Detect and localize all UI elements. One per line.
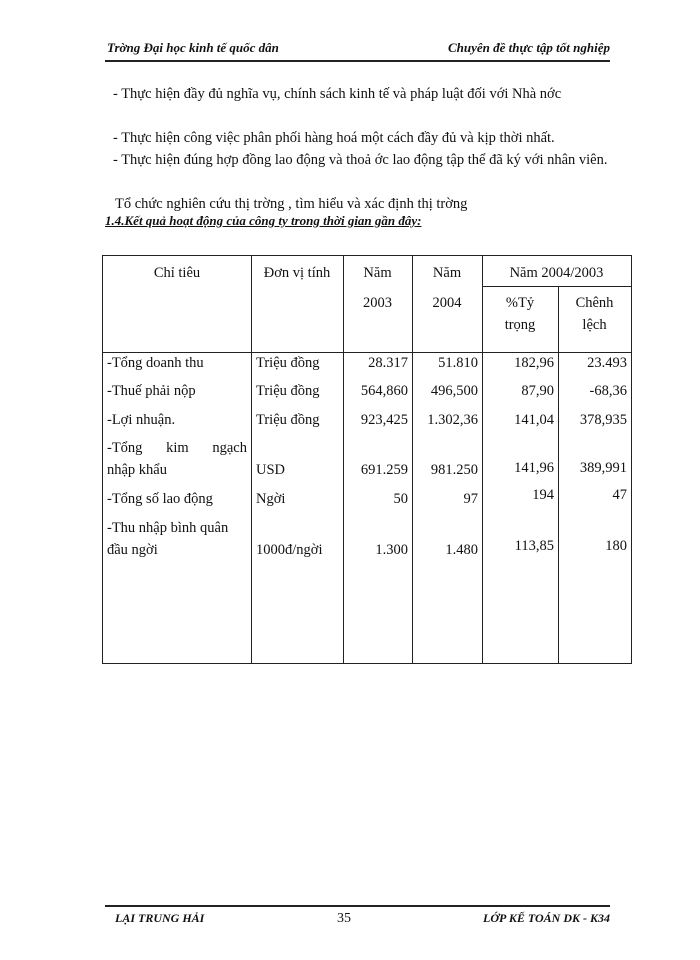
header-school: Trờng Đại học kinh tế quốc dân bbox=[107, 40, 279, 55]
header-2003-year: 2003 bbox=[363, 295, 392, 311]
table-row-indicator: -Tổng doanh thu bbox=[107, 355, 204, 371]
table-row-diff: -68,36 bbox=[589, 383, 627, 399]
table-row-indicator: -Tổng số lao động bbox=[107, 491, 213, 507]
table-row-ratio: 141,04 bbox=[514, 412, 554, 428]
table-row-ratio: 141,96 bbox=[514, 460, 554, 476]
header-indicator: Chỉ tiêu bbox=[153, 265, 201, 281]
table-row-unit: Triệu đồng bbox=[256, 383, 320, 399]
paragraph-obligations: - Thực hiện đầy đủ nghĩa vụ, chính sách kinh tế và pháp luật đối với Nhà nớc bbox=[113, 86, 562, 102]
paragraph-market-research: Tổ chức nghiên cứu thị trờng , tìm hiểu và xác định thị trờng bbox=[115, 196, 468, 212]
table-row-ratio: 87,90 bbox=[521, 383, 554, 399]
table-row-2004: 496,500 bbox=[430, 383, 478, 399]
table-row-indicator-cont: đầu ngời bbox=[107, 542, 158, 558]
table-row-2004: 1.480 bbox=[445, 542, 478, 558]
table-row-2003: 28.317 bbox=[368, 355, 408, 371]
header-compare: Năm 2004/2003 bbox=[509, 265, 604, 281]
table-row-2004: 981.250 bbox=[430, 462, 478, 478]
table-row-2004: 97 bbox=[463, 491, 478, 507]
table-row-unit: 1000đ/ngời bbox=[256, 542, 323, 558]
table-row-2003: 50 bbox=[393, 491, 408, 507]
header-2004-label: Năm bbox=[432, 265, 462, 281]
table-row-diff: 23.493 bbox=[587, 355, 627, 371]
table-row-2004: 51.810 bbox=[438, 355, 478, 371]
header-ratio-2: trọng bbox=[504, 317, 536, 333]
results-table bbox=[102, 255, 632, 664]
section-title: 1.4.Kết quả hoạt động của công ty trong thời gian gần đây: bbox=[105, 213, 422, 228]
footer-author: LẠI TRUNG HẢI bbox=[115, 911, 205, 925]
table-row-ratio: 113,85 bbox=[514, 538, 554, 554]
header-ratio-1: %Tỷ bbox=[505, 295, 535, 311]
footer-class: LỚP KẾ TOÁN DK - K34 bbox=[482, 911, 610, 925]
table-row-diff: 180 bbox=[605, 538, 627, 554]
table-row-2004: 1.302,36 bbox=[427, 412, 478, 428]
header-doc-type: Chuyên đề thực tập tốt nghiệp bbox=[448, 40, 610, 55]
table-row-2003: 1.300 bbox=[375, 542, 408, 558]
table-row-indicator-cont: nhập khẩu bbox=[107, 462, 167, 478]
page-footer bbox=[105, 905, 610, 927]
header-diff-2: lệch bbox=[582, 317, 607, 333]
table-row-unit: USD bbox=[256, 462, 286, 478]
table-row-indicator: -Thu nhập bình quân bbox=[107, 520, 229, 536]
header-diff-1: Chênh bbox=[575, 295, 614, 311]
table-row-2003: 691.259 bbox=[360, 462, 408, 478]
paragraph-labor-contract: - Thực hiện đúng hợp đồng lao động và thoả ớc lao động tập thể đã ký với nhân viên. bbox=[113, 152, 608, 168]
page-header bbox=[105, 40, 610, 62]
table-row-diff: 378,935 bbox=[579, 412, 627, 428]
page-number: 35 bbox=[337, 911, 351, 926]
table-row-ratio: 194 bbox=[532, 487, 554, 503]
table-row-unit: Triệu đồng bbox=[256, 355, 320, 371]
table-row-diff: 47 bbox=[612, 487, 627, 503]
paragraph-distribution: - Thực hiện công việc phân phối hàng hoá một cách đầy đủ và kịp thời nhất. bbox=[113, 130, 555, 146]
table-row-unit: Ngời bbox=[256, 491, 286, 507]
header-2003-label: Năm bbox=[363, 265, 392, 281]
table-row-2003: 923,425 bbox=[360, 412, 408, 428]
table-row-indicator: -Thuế phải nộp bbox=[107, 383, 196, 399]
table-row-unit: Triệu đồng bbox=[256, 412, 320, 428]
header-unit: Đơn vị tính bbox=[263, 265, 331, 281]
table-row-diff: 389,991 bbox=[579, 460, 627, 476]
table-row-ratio: 182,96 bbox=[514, 355, 554, 371]
table-row-2003: 564,860 bbox=[360, 383, 408, 399]
table-row-indicator: -Lợi nhuận. bbox=[107, 412, 176, 428]
table-row-indicator: -Tổng kim ngạch bbox=[107, 440, 247, 456]
header-2004-year: 2004 bbox=[432, 295, 462, 311]
